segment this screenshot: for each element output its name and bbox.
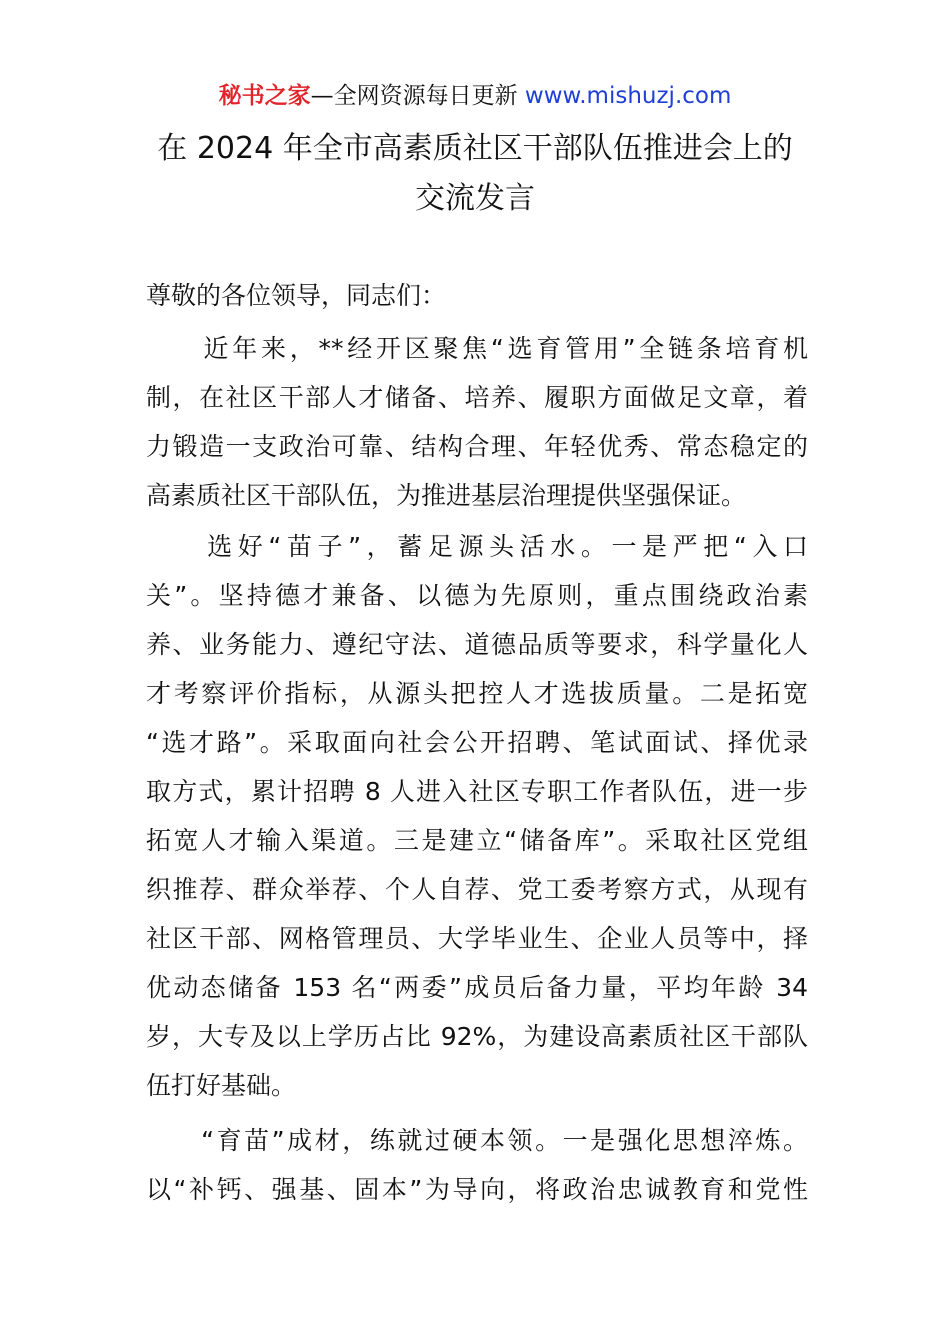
paragraph-line: “选才路”。采取面向社会公开招聘、笔试面试、择优录 <box>146 728 808 757</box>
paragraph-line: 织推荐、群众举荐、个人自荐、党工委考察方式，从现有 <box>146 875 808 904</box>
paragraph-line: 力锻造一支政治可靠、结构合理、年轻优秀、常态稳定的 <box>146 432 808 461</box>
paragraph-line: 取方式，累计招聘 8 人进入社区专职工作者队伍，进一步 <box>146 777 808 806</box>
paragraph-line: 才考察评价指标，从源头把控人才选拔质量。二是拓宽 <box>146 679 808 708</box>
site-tagline: —全网资源每日更新 <box>310 83 525 109</box>
paragraph-line: 关”。坚持德才兼备、以德为先原则，重点围绕政治素 <box>146 581 808 610</box>
paragraph-line: 养、业务能力、遵纪守法、道德品质等要求，科学量化人 <box>146 630 808 659</box>
paragraph-selection <box>146 522 808 1110</box>
paragraph-line: 以“补钙、强基、固本”为导向，将政治忠诚教育和党性 <box>146 1175 808 1204</box>
site-header <box>0 80 950 112</box>
paragraph-line: 高素质社区干部队伍，为推进基层治理提供坚强保证。 <box>146 481 747 510</box>
paragraph-line: 伍打好基础。 <box>146 1071 297 1100</box>
paragraph-cultivation <box>146 1116 808 1214</box>
paragraph-line: 拓宽人才输入渠道。三是建立“储备库”。采取社区党组 <box>146 826 808 855</box>
title-line-1: 在 2024 年全市高素质社区干部队伍推进会上的 <box>157 131 793 166</box>
paragraph-line: 岁，大专及以上学历占比 92%，为建设高素质社区干部队 <box>146 1022 808 1051</box>
salutation: 尊敬的各位领导，同志们： <box>146 281 447 310</box>
paragraph-intro <box>146 324 808 520</box>
site-brand: 秘书之家 <box>218 83 311 109</box>
paragraph-line: 社区干部、网格管理员、大学毕业生、企业人员等中，择 <box>146 924 808 953</box>
paragraph-line: 近年来，**经开区聚焦“选育管用”全链条培育机 <box>146 334 808 363</box>
paragraph-line: 优动态储备 153 名“两委”成员后备力量，平均年龄 34 <box>146 973 808 1002</box>
paragraph-line: 制，在社区干部人才储备、培养、履职方面做足文章，着 <box>146 383 808 412</box>
document-title <box>0 124 950 224</box>
paragraph-line: “育苗”成材，练就过硬本领。一是强化思想淬炼。 <box>146 1126 808 1155</box>
site-url-link[interactable]: www.mishuzj.com <box>524 83 732 109</box>
paragraph-line: 选好“苗子”，蓄足源头活水。一是严把“入口 <box>146 532 808 561</box>
title-line-2: 交流发言 <box>415 181 535 216</box>
